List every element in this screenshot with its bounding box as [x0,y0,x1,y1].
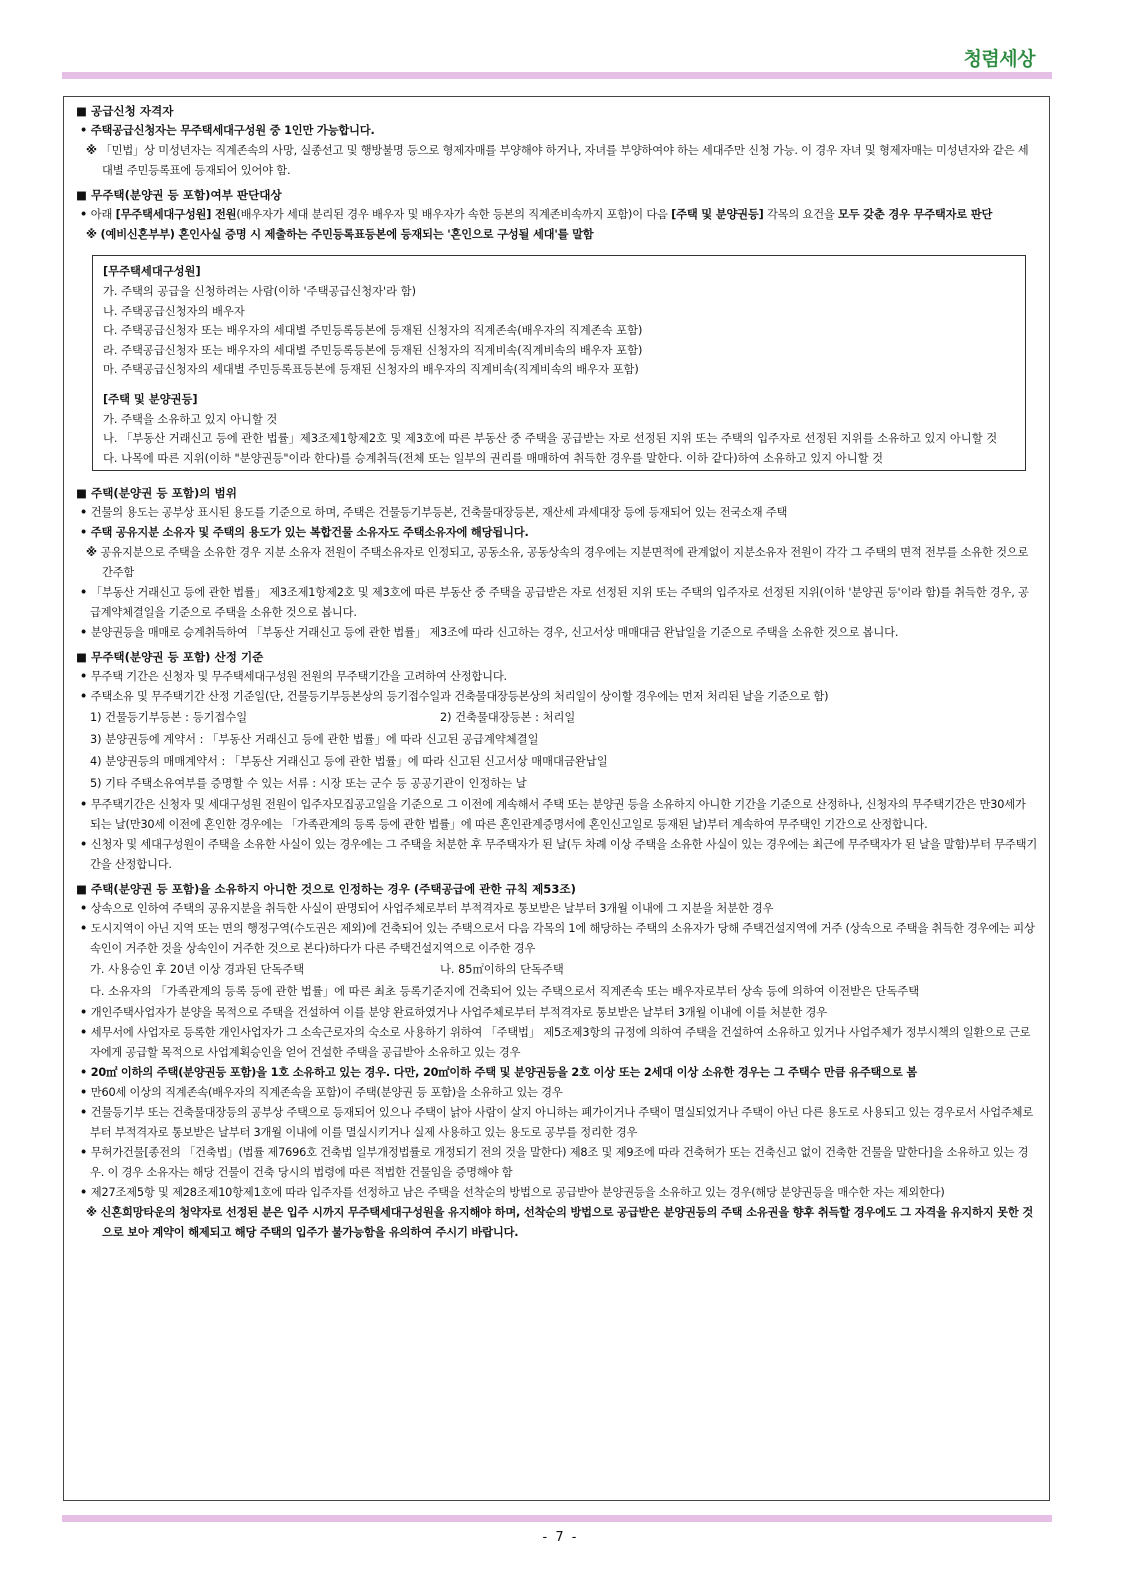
note: ※ (예비신혼부부) 혼인사실 증명 시 제출하는 주민등록표등본에 등재되는 '혼인으로 구성될 세대'를 말함 [82,225,1038,245]
criteria-item: 5) 기타 주택소유여부를 증명할 수 있는 서류 : 시장 또는 군수 등 공공기관이 인정하는 날 [90,777,527,790]
bullet: • 20㎡ 이하의 주택(분양권등 포함)을 1호 소유하고 있는 경우. 다만, 20㎡이하 주택 및 분양권등을 2호 이상 또는 2세대 이상 소유한 경우는 그 주택수 만큼 유주택으로 봄 [80,1063,1038,1083]
box-row: 나. 「부동산 거래신고 등에 관한 법률」제3조제1항제2호 및 제3호에 따른 부동산 중 주택을 공급받는 자로 선정된 지위 또는 주택의 입주자로 선정된 지위를 소유하고 있지 아니할 것 [103,432,998,445]
page-number: - 7 - [542,1530,579,1545]
bullet: • 만60세 이상의 직계존속(배우자의 직계존속을 포함)이 주택(분양권 등 포함)을 소유하고 있는 경우 [80,1083,1038,1103]
bullet: • 분양권등을 매매로 승계취득하여 「부동산 거래신고 등에 관한 법률」 제3조에 따라 신고하는 경우, 신고서상 매매대금 완납일을 기준으로 주택을 소유한 것으로 봅니다. [80,623,1038,643]
section-title: ■ 주택(분양권 등 포함)의 범위 [76,483,1038,503]
footer-bar [62,1515,1052,1522]
box-row: 나. 주택공급신청자의 배우자 [103,304,245,318]
note: ※ 공유지분으로 주택을 소유한 경우 지분 소유자 전원이 주택소유자로 인정되고, 공동소유, 공동상속의 경우에는 지분면적에 관계없이 지분소유자 전원이 각각 그 주택의 면적 전부를 소유한 것으로 간주함 [82,543,1038,583]
section-title: ■ 무주택(분양권 등 포함) 산정 기준 [76,647,1038,667]
bullet: • 아래 [무주택세대구성원] 전원(배우자가 세대 분리된 경우 배우자 및 배우자가 속한 등본의 직계존비속까지 포함)이 다음 [주택 및 분양권등] 각목의 요건을 모두 갖춘 경우 무주택자로 판단 [80,205,1038,225]
criteria-item: 3) 분양권등에 계약서 : 「부동산 거래신고 등에 관한 법률」에 따라 신고된 공급계약체결일 [90,733,539,746]
box-row: 다. 나목에 따른 지위(이하 "분양권등"이라 한다)를 승계취득(전체 또는 일부의 권리를 매매하여 취득한 경우를 말한다. 이하 같다)하여 소유하고 있지 아니할 것 [103,451,884,465]
bullet: • 신청자 및 세대구성원이 주택을 소유한 사실이 있는 경우에는 그 주택을 처분한 후 무주택자가 된 날(두 차례 이상 주택을 소유한 사실이 있는 경우에는 최근에 무주택자가 된 날을 말함)부터 무주택기간을 산정합니다. [80,835,1038,875]
box-row: 라. 주택공급신청자 또는 배우자의 세대별 주민등록등본에 등재된 신청자의 직계비속(직계비속의 배우자 포함) [103,343,643,357]
criteria-box [92,255,1026,471]
bullet: • 무주택 기간은 신청자 및 무주택세대구성원 전원의 무주택기간을 고려하여 산정합니다. [80,667,1038,687]
content-inner [76,97,1038,1243]
bullet: • 제27조제5항 및 제28조제10항제1호에 따라 입주자를 선정하고 남은 주택을 선착순의 방법으로 공급받아 분양권등을 소유하고 있는 경우(해당 분양권등을 매수한 자는 제외한다) [80,1183,1038,1203]
bullet: • 상속으로 인하여 주택의 공유지분을 취득한 사실이 판명되어 사업주체로부터 부적격자로 통보받은 날부터 3개월 이내에 그 지분을 처분한 경우 [80,899,1038,919]
criteria-item: 다. 소유자의 「가족관계의 등록 등에 관한 법률」에 따른 최초 등록기준지에 건축되어 있는 주택으로서 직계존속 또는 배우자로부터 상속 등에 의하여 이전받은 단독주택 [90,985,920,998]
note: ※ 「민법」상 미성년자는 직계존속의 사망, 실종선고 및 행방불명 등으로 형제자매를 부양해야 하거나, 자녀를 부양하여야 하는 세대주만 신청 가능. 이 경우 자녀 및 형제자매는 미성년자와 같은 세대별 주민등록표에 등재되어 있어야 함. [82,141,1038,181]
bullet: • 건물등기부 또는 건축물대장등의 공부상 주택으로 등재되어 있으나 주택이 낡아 사람이 살지 아니하는 폐가이거나 주택이 멸실되었거나 주택이 아닌 다른 용도로 사용되고 있는 경우로서 사업주체로부터 부적격자로 통보받은 날부터 3개월 이내에 이를 멸실시키거나 실제 사용하고 있는 용도로 공부를 정리한 경우 [80,1103,1038,1143]
box-heading: [무주택세대구성원] [103,265,201,278]
bullet: • 도시지역이 아닌 지역 또는 면의 행정구역(수도권은 제외)에 건축되어 있는 주택으로서 다음 각목의 1에 해당하는 주택의 소유자가 당해 주택건설지역에 거주 (상속으로 주택을 취득한 경우에는 피상속인이 거주한 것을 상속인이 거주한 것으로 본다)하다가 다른 주택건설지역으로 이주한 경우 [80,919,1038,959]
section-title: ■ 주택(분양권 등 포함)을 소유하지 아니한 것으로 인정하는 경우 (주택공급에 관한 규칙 제53조) [76,879,1038,899]
box-row: 가. 주택의 공급을 신청하려는 사람(이하 '주택공급신청자'라 함) [103,285,416,298]
bullet: • 개인주택사업자가 분양을 목적으로 주택을 건설하여 이를 분양 완료하였거나 사업주체로부터 부적격자로 통보받은 날부터 3개월 이내에 이를 처분한 경우 [80,1003,1038,1023]
bullet: • 세무서에 사업자로 등록한 개인사업자가 그 소속근로자의 숙소로 사용하기 위하여 「주택법」 제5조제3항의 규정에 의하여 주택을 건설하여 소유하고 있거나 사업주체가 정부시책의 일환으로 근로자에게 공급할 목적으로 사업계획승인을 얻어 건설한 주택을 공급받아 소유하고 있는 경우 [80,1023,1038,1063]
bullet: • 무허가건물[종전의 「건축법」(법률 제7696호 건축법 일부개정법률로 개정되기 전의 것을 말한다) 제8조 및 제9조에 따라 건축허가 또는 건축신고 없이 건축한 건물을 말한다]을 소유하고 있는 경우. 이 경우 소유자는 해당 건물이 건축 당시의 법령에 따른 적법한 건물임을 증명해야 함 [80,1143,1038,1183]
content-frame [63,96,1050,1501]
criteria-row: 1) 건물등기부등본 : 등기접수일 2) 건축물대장등본 : 처리일 [90,711,576,724]
box-row: 다. 주택공급신청자 또는 배우자의 세대별 주민등록등본에 등재된 신청자의 직계존속(배우자의 직계존속 포함) [103,324,643,337]
box-heading: [주택 및 분양권등] [103,392,198,406]
header-bar [62,72,1052,79]
bullet: • 무주택기간은 신청자 및 세대구성원 전원이 입주자모집공고일을 기준으로 그 이전에 계속해서 주택 또는 분양권 등을 소유하지 아니한 기간을 기준으로 산정하나, 신청자의 무주택기간은 만30세가 되는 날(만30세 이전에 혼인한 경우에는 「가족관계의 등록 등에 관한 법률」에 따른 혼인관계증명서에 혼인신고일로 등재된 날)부터 계속하여 무주택인 기간으로 산정합니다. [80,795,1038,835]
bullet: • 주택소유 및 무주택기간 산정 기준일(단, 건물등기부등본상의 등기접수일과 건축물대장등본상의 처리일이 상이할 경우에는 먼저 처리된 날을 기준으로 함) [80,687,1038,707]
box-row: 마. 주택공급신청자의 세대별 주민등록표등본에 등재된 신청자의 배우자의 직계비속(직계비속의 배우자 포함) [103,363,639,376]
criteria-item: 4) 분양권등의 매매계약서 : 「부동산 거래신고 등에 관한 법률」에 따라 신고된 신고서상 매매대금완납일 [90,755,608,768]
criteria-row: 가. 사용승인 후 20년 이상 경과된 단독주택 나. 85㎡이하의 단독주택 [90,963,564,976]
bullet: • 주택공급신청자는 무주택세대구성원 중 1인만 가능합니다. [80,121,1038,141]
logo: 청렴세상 [963,48,1035,70]
bullet: • 주택 공유지분 소유자 및 주택의 용도가 있는 복합건물 소유자도 주택소유자에 해당됩니다. [80,523,1038,543]
section-title: ■ 공급신청 자격자 [76,101,1038,121]
box-row: 가. 주택을 소유하고 있지 아니할 것 [103,412,278,426]
section-title: ■ 무주택(분양권 등 포함)여부 판단대상 [76,185,1038,205]
note: ※ 신혼희망타운의 청약자로 선정된 분은 입주 시까지 무주택세대구성원을 유지해야 하며, 선착순의 방법으로 공급받은 분양권등의 주택 소유권을 향후 취득할 경우에도 그 자격을 유지하지 못한 것으로 보아 계약이 해제되고 해당 주택의 입주가 불가능함을 유의하여 주시기 바랍니다. [82,1203,1038,1243]
bullet: • 「부동산 거래신고 등에 관한 법률」 제3조제1항제2호 및 제3호에 따른 부동산 중 주택을 공급받은 자로 선정된 지위 또는 주택의 입주자로 선정된 지위(이하 '분양권 등'이라 함)를 취득한 경우, 공급계약체결일을 기준으로 주택을 소유한 것으로 봅니다. [80,583,1038,623]
bullet: • 건물의 용도는 공부상 표시된 용도를 기준으로 하며, 주택은 건물등기부등본, 건축물대장등본, 재산세 과세대장 등에 등재되어 있는 전국소재 주택 [80,503,1038,523]
